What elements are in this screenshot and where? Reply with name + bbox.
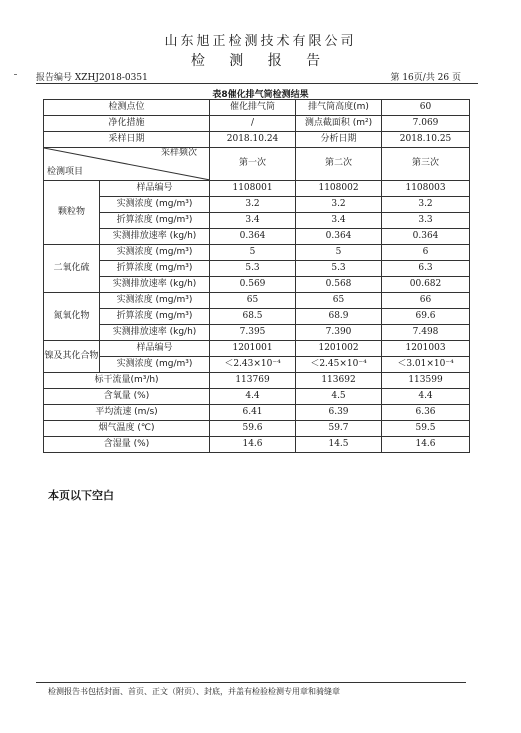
value-cell: ＜2.43×10⁻⁴ [210,357,296,373]
value-cell: 14.6 [210,437,296,453]
footer-divider [36,682,466,683]
item-label: 折算浓度 (mg/m³) [100,261,210,277]
info-label: 净化措施 [44,116,210,132]
header-divider [36,83,478,84]
value-cell: 1108001 [210,181,296,197]
item-label: 折算浓度 (mg/m³) [100,213,210,229]
info-row [44,116,470,132]
value-cell: 14.6 [382,437,470,453]
pollutant-name: 氮氧化物 [44,293,100,341]
item-label: 标干流量(m³/h) [44,373,210,389]
value-cell: 6.41 [210,405,296,421]
blank-below-note: 本页以下空白 [48,489,114,502]
diagonal-top-label: 采样频次 [161,148,198,158]
value-cell: 0.364 [296,229,382,245]
item-label: 实测浓度 (mg/m³) [100,197,210,213]
value-cell: 59.6 [210,421,296,437]
value-cell: 59.5 [382,421,470,437]
item-label: 含氧量 (%) [44,389,210,405]
item-label: 样品编号 [100,181,210,197]
value-cell: 0.569 [210,277,296,293]
info-value: 60 [382,100,470,116]
value-cell: 68.9 [296,309,382,325]
item-label: 平均流速 (m/s) [44,405,210,421]
value-cell: 3.2 [382,197,470,213]
value-cell: 00.682 [382,277,470,293]
value-cell: 3.2 [210,197,296,213]
info-label: 分析日期 [296,132,382,148]
value-cell: 3.4 [296,213,382,229]
value-cell: 4.4 [382,389,470,405]
results-table [43,99,470,453]
value-cell: 0.568 [296,277,382,293]
value-cell: 69.6 [382,309,470,325]
info-row [44,132,470,148]
value-cell: 0.364 [210,229,296,245]
table-row [44,389,470,405]
value-cell: 4.4 [210,389,296,405]
value-cell: 6 [382,245,470,261]
table-row [44,213,470,229]
table-row [44,357,470,373]
value-cell: 1108002 [296,181,382,197]
item-label: 含湿量 (%) [44,437,210,453]
frequency-label: 第三次 [382,148,470,181]
item-label: 实测浓度 (mg/m³) [100,245,210,261]
pollutant-name: 颗粒物 [44,181,100,245]
item-label: 实测排放速率 (kg/h) [100,325,210,341]
table-row [44,261,470,277]
frequency-label: 第二次 [296,148,382,181]
value-cell: 3.3 [382,213,470,229]
diagonal-header [44,148,209,180]
info-row [44,100,470,116]
value-cell: 0.364 [382,229,470,245]
table-row [44,197,470,213]
margin-mark [14,74,17,75]
item-label: 实测排放速率 (kg/h) [100,277,210,293]
table-row [44,325,470,341]
table-row [44,437,470,453]
value-cell: 7.498 [382,325,470,341]
info-label: 排气筒高度(m) [296,100,382,116]
table-row [44,181,470,197]
value-cell: ＜3.01×10⁻⁴ [382,357,470,373]
value-cell: 3.4 [210,213,296,229]
info-label: 测点截面积 (m²) [296,116,382,132]
value-cell: 7.395 [210,325,296,341]
value-cell: 7.390 [296,325,382,341]
report-number: 报告编号 XZHJ2018-0351 [36,73,148,83]
value-cell: 1201001 [210,341,296,357]
value-cell: 66 [382,293,470,309]
value-cell: 65 [296,293,382,309]
table-row [44,373,470,389]
value-cell: 65 [210,293,296,309]
footer-note: 检测报告书包括封面、首页、正文（附页）、封底，并盖有检验检测专用章和骑缝章 [48,687,340,696]
item-label: 实测浓度 (mg/m³) [100,293,210,309]
table-row [44,229,470,245]
info-value: / [210,116,296,132]
value-cell: 1201003 [382,341,470,357]
company-name: 山东旭正检测技术有限公司 [164,34,357,49]
value-cell: 59.7 [296,421,382,437]
value-cell: 6.39 [296,405,382,421]
frequency-header-row [44,148,470,181]
table-row [44,405,470,421]
value-cell: 113692 [296,373,382,389]
table-row [44,341,470,357]
value-cell: 113599 [382,373,470,389]
pollutant-name: 镍及其化合物 [44,341,100,373]
item-label: 烟气温度 (℃) [44,421,210,437]
diagonal-header-cell [44,148,210,181]
frequency-label: 第一次 [210,148,296,181]
diagonal-bottom-label: 检测项目 [47,167,84,178]
value-cell: 5 [296,245,382,261]
item-label: 实测浓度 (mg/m³) [100,357,210,373]
item-label: 折算浓度 (mg/m³) [100,309,210,325]
table-row [44,277,470,293]
value-cell: 4.5 [296,389,382,405]
info-label: 检测点位 [44,100,210,116]
info-value: 2018.10.25 [382,132,470,148]
table-row [44,309,470,325]
value-cell: 1201002 [296,341,382,357]
info-value: 催化排气筒 [210,100,296,116]
table-row [44,293,470,309]
pollutant-name: 二氧化硫 [44,245,100,293]
value-cell: 1108003 [382,181,470,197]
info-value: 7.069 [382,116,470,132]
item-label: 样品编号 [100,341,210,357]
table-row [44,421,470,437]
value-cell: 5 [210,245,296,261]
value-cell: 3.2 [296,197,382,213]
document-title: 检 测 报 告 [190,53,331,69]
value-cell: 5.3 [210,261,296,277]
info-value: 2018.10.24 [210,132,296,148]
value-cell: 6.3 [382,261,470,277]
value-cell: 5.3 [296,261,382,277]
page-indicator: 第 16页/共 26 页 [390,73,461,83]
info-label: 采样日期 [44,132,210,148]
value-cell: 113769 [210,373,296,389]
value-cell: 68.5 [210,309,296,325]
value-cell: 14.5 [296,437,382,453]
value-cell: 6.36 [382,405,470,421]
item-label: 实测排放速率 (kg/h) [100,229,210,245]
value-cell: ＜2.45×10⁻⁴ [296,357,382,373]
table-caption: 表8催化排气筒检测结果 [212,90,309,100]
table-row [44,245,470,261]
